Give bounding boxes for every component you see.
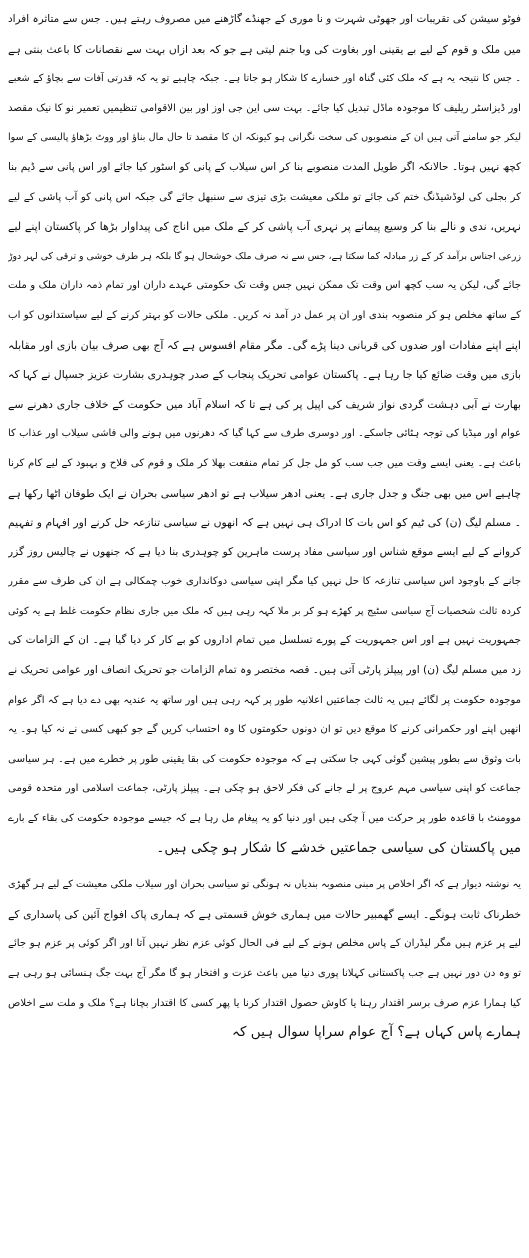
article-text-line: کردہ ثالث شخصیات آج سیاسی سٹیج پر کھڑے ہو کر بر ملا کہہ رہی ہیں کہ ملک میں جاری نظام حکومت غلط ہے یہ کوئی <box>8 605 521 617</box>
article-text-line: نہریں، ندی و نالے بنا کر وسیع پیمانے پر نہری آب پاشی کر کے ملک میں اناج کی پیداوار بڑھا کر پاکستان اپنے لیے <box>8 220 521 234</box>
article-body <box>8 5 521 1048</box>
article-text-line: یہ نوشتہ دیوار ہے کہ اگر اخلاص پر مبنی منصوبہ بندیاں نہ ہونگی تو سیاسی بحران اور سیلاب ملکی معیشت کے لیے ہر گھڑی <box>8 879 521 891</box>
article-text-line: موجودہ حکومت پر لگائے ہیں یہ ثالث جماعتیں اعلانیہ طور پر کہہ رہی ہیں اور ساتھ یہ عندیہ بھی دے دیا ہے کہ اگر عوام <box>8 694 521 706</box>
article-text-line: موومنٹ با قاعدہ طور پر حرکت میں آ چکی ہیں اور دنیا کو یہ پیغام مل رہا ہے کہ جیسے موجودہ حکومت کی بقاء کے بارے <box>8 813 521 825</box>
article-text-line: کر بجلی کی لوڈشیڈنگ ختم کی جائے تو ملکی معیشت بڑی تیزی سے سنبھل جائے گی جبکہ اس پانی کو آب پاشی کے لیے <box>8 191 521 203</box>
article-text-line: اور ڈیزاسٹر ریلیف کا موجودہ ماڈل تبدیل کیا جائے۔ بہت سی این جی اوز اور بین الاقوامی تنظیمیں تعمیر نو کا نیک مقصد <box>8 102 521 114</box>
article-text-line: جمہوریت نہیں ہے اور اس جمہوریت کے پورے تسلسل میں تمام اداروں کو بے کار کر دیا گیا ہے۔ ان کے الزامات کی <box>8 634 521 647</box>
article-text-line: انھیں اپنے اور حکمرانی کرنے کا موقع دیں تو ان دونوں حکومتوں کا وہ احتساب کریں گے جو کبھی کسی نے نہ کیا ہو۔ یہ <box>8 724 521 736</box>
article-text-line: ہمارے پاس کہاں ہے؟ آج عوام سراپا سوال ہیں کہ <box>232 1024 521 1041</box>
article-text-line: کیا ہمارا عزم صرف برسر اقتدار رہنا یا کاوش حصول اقتدار کرنا یا پھر کسی کا اقتدار بچانا ہے؟ ملک و ملت سے اخلاص <box>8 997 521 1009</box>
article-text-line: چاہیے اس میں بھی جنگ و جدل جاری ہے۔ یعنی ادھر سیلاب ہے تو ادھر سیاسی بحران نے ایک طوفان اٹھا رکھا ہے <box>8 486 521 500</box>
article-text-line: ۔ مسلم لیگ (ن) کی ٹیم کو اس بات کا ادراک ہی نہیں ہے کہ انھوں نے سیاسی تنازعہ حل کرنے اور افہام و تفہیم <box>8 516 521 530</box>
article-text-line: بازی میں وقت ضائع کیا جا رہا ہے۔ پاکستان عوامی تحریک پنجاب کے صدر چوہدری بشارت عزیز جسپال نے کہا کہ <box>8 368 521 382</box>
article-text-line: باعث ہے۔ یعنی ایسے وقت میں جب سب کو مل جل کر تمام منفعت بھلا کر ملک و قوم کی فلاح و بہبود کے لیے کام کرنا <box>8 457 521 469</box>
article-text-line: لیے پر عزم ہیں مگر لیڈران کے پاس مخلص ہونے کے لیے فی الحال کوئی عزم نظر نہیں آتا اور اگر کوئی پر عزم ہو جائے <box>8 938 521 950</box>
article-text-line: زد میں مسلم لیگ (ن) اور پیپلز پارٹی آتی ہیں۔ قصہ مختصر وہ تمام الزامات جو تحریک انصاف اور عوامی تحریک نے <box>8 664 521 677</box>
article-text-line: کروانے کے لیے ایسے موقع شناس اور سیاسی مفاد پرست ماہرین کو چوہدری بنا دیا ہے کہ جنھوں نے چالیس روز گزر <box>8 545 521 558</box>
article-text-line: بھارت نے آبی دہشت گردی نواز شریف کی اپیل پر کی ہے تا کہ اسلام آباد میں حکومت کے خلاف جاری دھرنے سے <box>8 397 521 411</box>
article-text-line: بات وثوق سے بطور پیشین گوئی کہی جا سکتی ہے کہ موجودہ حکومت کی بقا یقینی طور پر خطرے میں ہے۔ ہر سیاسی <box>8 753 521 765</box>
article-text-line: ۔ جس کا نتیجہ یہ ہے کہ ملک کئی گناہ اور خسارے کا شکار ہو جاتا ہے۔ جبکہ چاہیے تو یہ کہ قدرتی آفات سے بچاؤ کے شعبے <box>8 73 521 85</box>
article-text-line: کچھ نہیں ہوتا۔ حالانکہ اگر طویل المدت منصوبے بنا کر اس سیلاب کے پانی کو اسٹور کیا جائے اور اس پانی سے ڈیم بنا <box>8 160 521 173</box>
article-text-line: زرعی اجناس برآمد کر کے زر مبادلہ کما سکتا ہے، جس سے نہ صرف ملک خوشحال ہو گا بلکہ ہر طرف خوشی و ترقی کی لہر دوڑ <box>8 250 521 262</box>
article-text-line: میں پاکستان کی سیاسی جماعتیں خدشے کا شکار ہو چکی ہیں۔ <box>156 839 521 856</box>
article-text-line: خطرناک ثابت ہونگے۔ ایسے گھمبیر حالات میں ہماری خوش قسمتی ہے کہ ہماری پاک افواج آئین کی پاسداری کے <box>8 907 521 921</box>
article-text-line: فوٹو سیشن کی تقریبات اور جھوٹی شہرت و نا موری کے جھنڈے گاڑھنے میں مصروف رہتے ہیں۔ جس سے متاثرہ افراد <box>8 13 521 25</box>
article-text-line: جائے گی، لیکن یہ سب کچھ اس وقت تک ممکن نہیں جس وقت تک حکومتی عہدے داران اور تمام ذمہ داران ملک و ملت <box>8 280 521 292</box>
article-text-line: کے ساتھ مخلص ہو کر منصوبہ بندی اور ان پر عمل در آمد نہ کریں۔ ملکی حالات کو بہتر کرنے کے لیے سیاستدانوں کو اب <box>8 309 521 321</box>
article-text-line: اپنے اپنے مفادات اور ضدوں کی قربانی دینا پڑے گی۔ مگر مقام افسوس ہے کہ آج بھی صرف بیان بازی اور مقابلہ <box>8 338 521 352</box>
article-text-line: تو وہ دن دور نہیں ہے جب پاکستانی کہلانا پوری دنیا میں باعث عزت و افتخار ہو گا مگر آج بہت جگ ہنسائی ہو رہی ہے <box>8 968 521 979</box>
article-text-line: جانے کے باوجود اس سیاسی تنازعہ کا حل نہیں کیا مگر اپنی سیاسی دوکانداری خوب چمکالی ہے ان کی طرف سے مقرر <box>8 576 521 588</box>
article-text-line: میں ملک و قوم کے لیے بے یقینی اور بغاوت کی وبا جنم لیتی ہے جو کہ بعد ازاں بہت سے نقصانات کا باعث بنتی ہے <box>8 42 521 56</box>
article-paragraph <box>8 5 521 863</box>
article-text-line: عوام اور میڈیا کی توجہ ہٹائی جاسکے۔ اور دوسری طرف سے کہا گیا کہ دھرنوں میں ہونے والی فاشی سیلاب اور عذاب کا <box>8 428 521 440</box>
article-text-line: جماعت کو اپنی سیاسی مہم عروج پر لے جانے کی فکر لاحق ہو چکی ہے۔ پیپلز پارٹی، جماعت اسلامی اور متحدہ قومی <box>8 783 521 795</box>
article-text-line: لیکر جو سامنے آتی ہیں ان کے منصوبوں کی سخت نگرانی ہو کیونکہ ان کا مقصد تا حال مال بناؤ اور ووٹ بڑھاؤ پالیسی کے سوا <box>8 132 521 144</box>
article-paragraph <box>8 870 521 1048</box>
